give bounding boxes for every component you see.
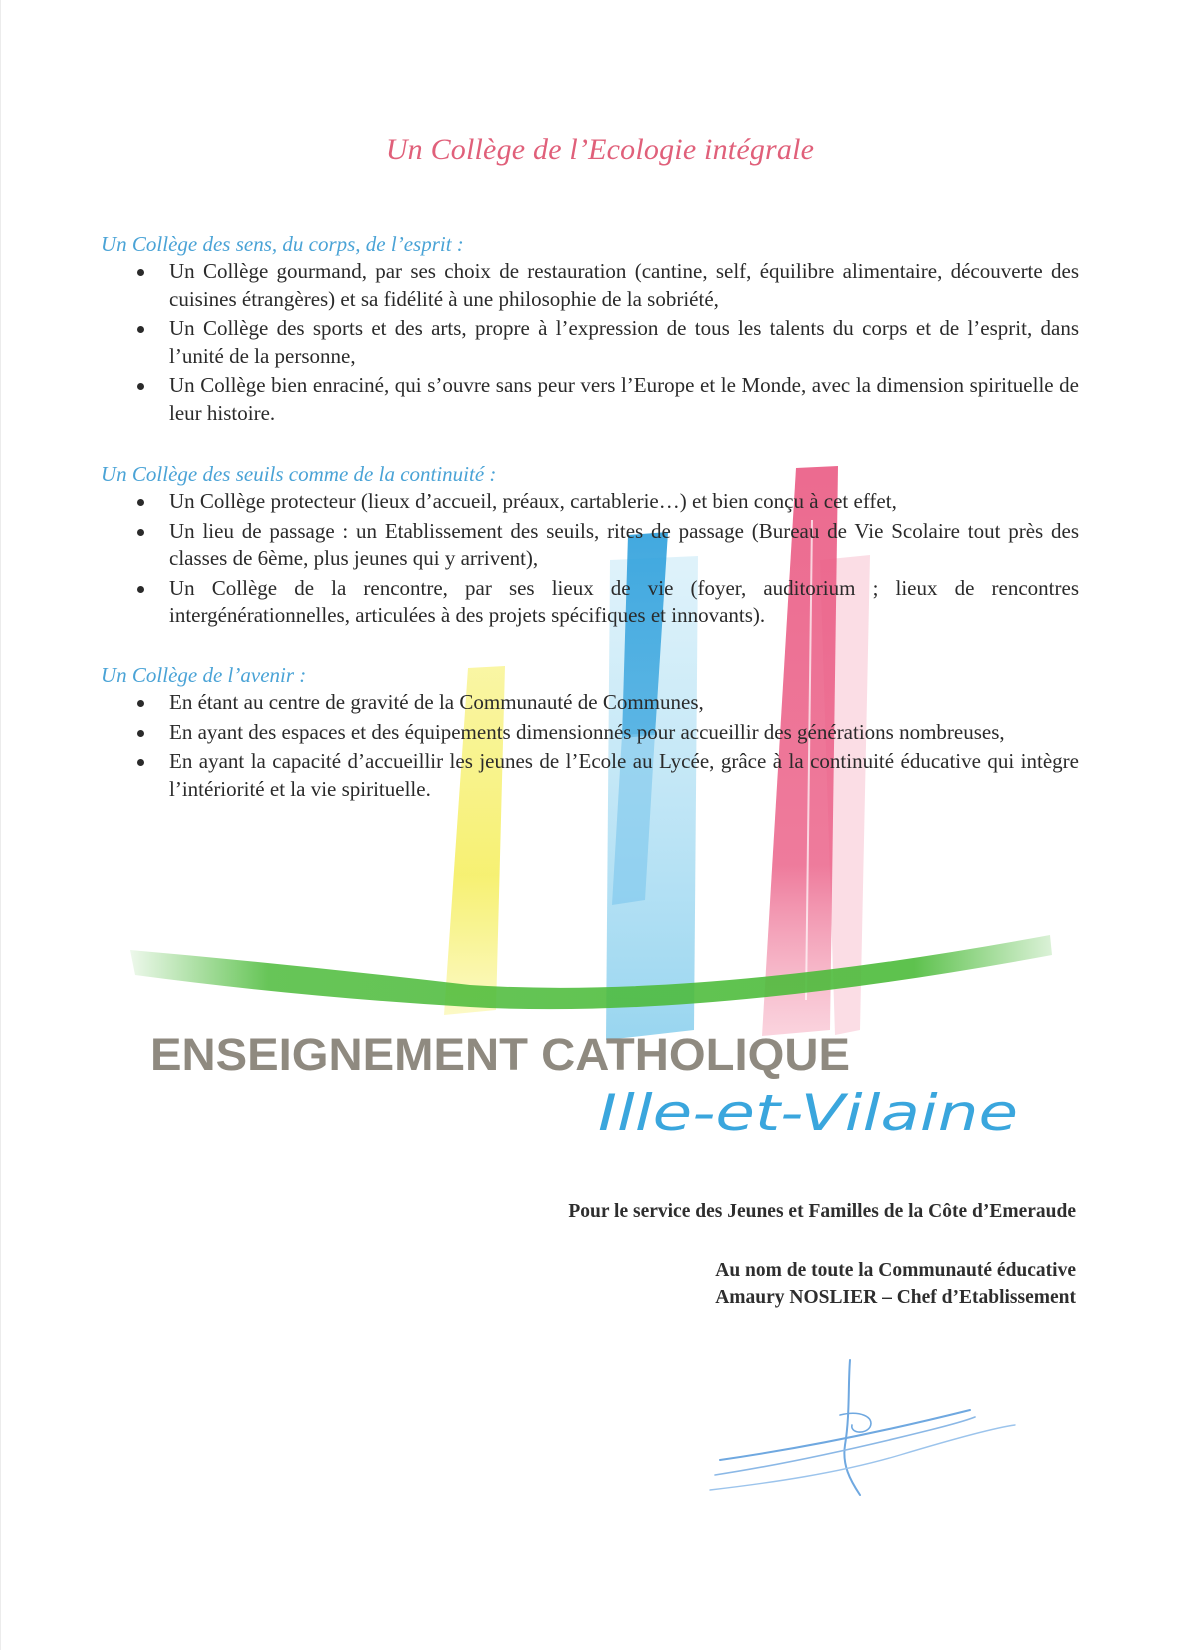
section-heading: Un Collège des seuils comme de la continuité : [101,462,497,486]
logo-line2: Ille-et-Vilaine [598,1084,1018,1142]
list-item-text: Un Collège protecteur (lieux d’accueil, préaux, cartablerie…) et bien conçu à cet effet, [169,489,897,513]
section-thresholds [101,460,1079,632]
logo-line1: ENSEIGNEMENT CATHOLIQUE [150,1029,850,1080]
section-senses [101,230,1079,429]
closing-name-line: Amaury NOSLIER – Chef d’Etablissement [715,1287,1076,1308]
bullet-dot-icon [137,499,144,506]
bullet-dot-icon [137,700,144,707]
closing-service-line: Pour le service des Jeunes et Familles de la Côte d’Emeraude [568,1201,1076,1222]
list-item [101,372,1079,427]
list-item [101,748,1079,803]
list-item-text: Un Collège de la rencontre, par ses lieux de vie (foyer, auditorium ; lieux de rencontres intergénérationnelles, articulées à des projets spécifiques et innovants). [169,575,1079,627]
list-item [101,689,1079,717]
list-item [101,575,1079,630]
list-item-text: En étant au centre de gravité de la Communauté de Communes, [169,690,704,714]
bullet-list [101,689,1079,803]
bullet-list [101,258,1079,427]
closing-signatory [715,1257,1076,1311]
closing-community-line: Au nom de toute la Communauté éducative [715,1260,1076,1281]
bullet-dot-icon [137,383,144,390]
list-item-text: Un lieu de passage : un Etablissement des seuils, rites de passage (Bureau de Vie Scolaire tout près des classes de 6ème, plus jeunes qui y arrivent), [169,518,1079,570]
list-item-text: En ayant des espaces et des équipements dimensionnés pour accueillir des générations nombreuses, [169,719,1005,744]
bullet-dot-icon [137,529,144,536]
bullet-dot-icon [137,326,144,333]
bullet-dot-icon [137,586,144,593]
bullet-dot-icon [137,269,144,276]
list-item [101,315,1079,370]
section-heading: Un Collège de l’avenir : [101,663,307,687]
handwritten-signature [700,1355,1020,1515]
list-item-text: Un Collège gourmand, par ses choix de restauration (cantine, self, équilibre alimentaire, découverte des cuisines étrangères) et sa fidélité à une philosophie de la sobriété, [169,259,1079,311]
list-item [101,719,1079,747]
list-item-text: Un Collège des sports et des arts, propre à l’expression de tous les talents du corps et de l’esprit, dans l’unité de la personne, [169,316,1079,368]
list-item [101,488,1079,516]
bullet-list [101,488,1079,630]
section-heading: Un Collège des sens, du corps, de l’esprit : [101,232,464,256]
list-item-text: En ayant la capacité d’accueillir les jeunes de l’Ecole au Lycée, grâce à la continuité éducative qui intègre l’intériorité et la vie spirituelle. [169,749,1079,801]
list-item [101,518,1079,573]
section-future [101,661,1079,805]
bullet-dot-icon [137,730,144,737]
list-item-text: Un Collège bien enraciné, qui s’ouvre sans peur vers l’Europe et le Monde, avec la dimension spirituelle de leur histoire. [169,373,1079,425]
page-title: Un Collège de l’Ecologie intégrale [385,133,815,166]
list-item [101,258,1079,313]
bullet-dot-icon [137,759,144,766]
